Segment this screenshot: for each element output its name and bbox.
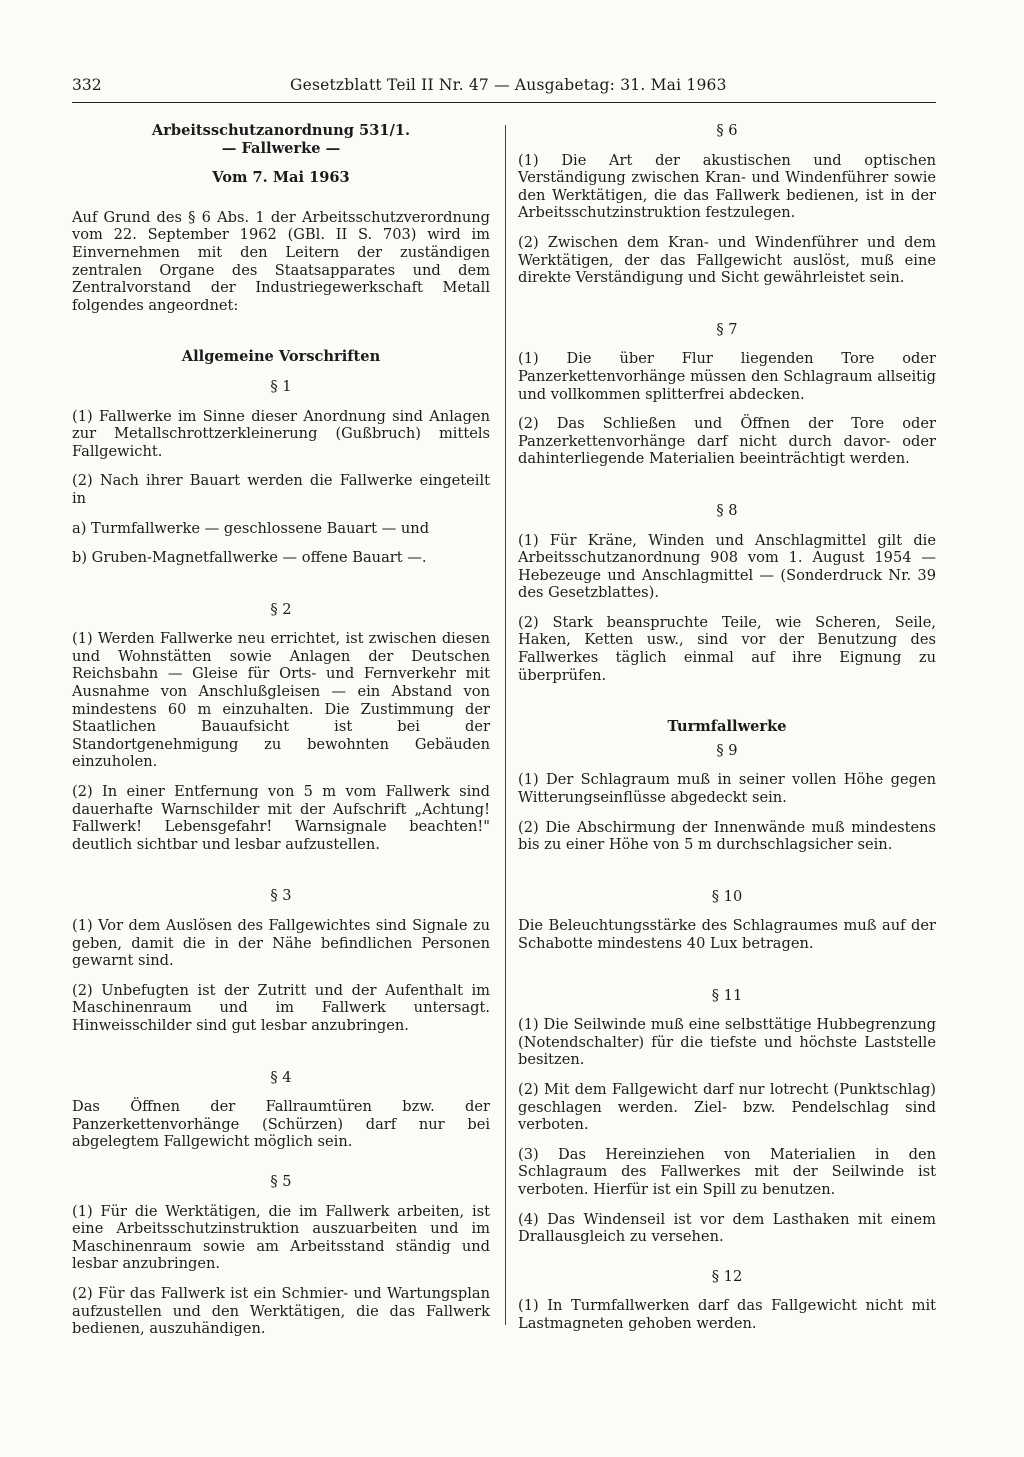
paragraph-3-1: (1) Vor dem Auslösen des Fallgewichtes sind Signale zu geben, damit die in der Nähe befindlichen Personen gewarnt sind. <box>72 917 490 970</box>
paragraph-2-1: (1) Werden Fallwerke neu errichtet, ist zwischen diesen und Wohnstätten sowie Anlagen der Deutschen Reichsbahn — Gleise für Orts- und Fernverkehr mit Ausnahme von Anschlußgleisen — ein Abstand von mindestens 60 m einzuhalten. Die Zustimmung der Staatlichen Bauaufsicht ist bei der Standortgenehmigung zu bewohnten Gebäuden einzuholen. <box>72 630 490 771</box>
paragraph-heading-6: § 6 <box>716 122 738 139</box>
paragraph-9-1: (1) Der Schlagraum muß in seiner vollen Höhe gegen Witterungseinflüsse abgedeckt sein. <box>518 771 936 807</box>
paragraph-2-2: (2) In einer Entfernung von 5 m vom Fallwerk sind dauerhafte Warnschilder mit der Aufschrift „Achtung! Fallwerk! Lebensgefahr! Warnsignale beachten!" deutlich sichtbar und lesbar aufzustellen. <box>72 783 490 853</box>
paragraph-1-item-a: a) Turmfallwerke — geschlossene Bauart — und <box>72 519 430 537</box>
paragraph-heading-4: § 4 <box>270 1068 292 1086</box>
paragraph-1-2: (2) Nach ihrer Bauart werden die Fallwerke eingeteilt in <box>72 472 490 507</box>
paragraph-7-2: (2) Das Schließen und Öffnen der Tore oder Panzerkettenvorhänge darf nicht durch davor- oder dahinterliegende Materialien beeinträchtigt werden. <box>518 415 936 468</box>
paragraph-11-3: (3) Das Hereinziehen von Materialien in den Schlagraum des Fallwerkes mit der Seilwinde ist verboten. Hierfür ist ein Spill zu benutzen. <box>518 1145 936 1198</box>
paragraph-heading-3: § 3 <box>270 887 292 905</box>
paragraph-5-1: (1) Für die Werktätigen, die im Fallwerk arbeiten, ist eine Arbeitsschutzinstruktion auszuarbeiten und im Maschinenraum sowie am Arbeitsstand ständig und lesbar anzubringen. <box>72 1202 490 1273</box>
paragraph-10-1: Die Beleuchtungsstärke des Schlagraumes muß auf der Schabotte mindestens 40 Lux betragen. <box>518 917 936 952</box>
section-heading-general: Allgemeine Vorschriften <box>181 348 381 366</box>
paragraph-heading-7: § 7 <box>716 320 738 338</box>
section-heading-tower: Turmfallwerke <box>667 718 787 736</box>
paragraph-heading-1: § 1 <box>270 377 292 395</box>
page-number: 332 <box>72 76 102 94</box>
paragraph-11-2: (2) Mit dem Fallgewicht darf nur lotrecht (Punktschlag) geschlagen werden. Ziel- bzw. Pendelschlag sind verboten. <box>518 1080 936 1134</box>
paragraph-3-2: (2) Unbefugten ist der Zutritt und der Aufenthalt im Maschinenraum und im Fallwerk untersagt. Hinweisschilder sind gut lesbar anzubringen. <box>72 981 490 1034</box>
paragraph-heading-11: § 11 <box>711 986 743 1004</box>
paragraph-11-4: (4) Das Windenseil ist vor dem Lasthaken mit einem Drallausgleich zu versehen. <box>518 1210 936 1246</box>
paragraph-5-2: (2) Für das Fallwerk ist ein Schmier- und Wartungsplan aufzustellen und den Werktätigen, die das Fallwerk bedienen, auszuhändigen. <box>72 1284 490 1338</box>
paragraph-9-2: (2) Die Abschirmung der Innenwände muß mindestens bis zu einer Höhe von 5 m durchschlagsicher sein. <box>518 818 936 854</box>
paragraph-6-2: (2) Zwischen dem Kran- und Windenführer und dem Werktätigen, der das Fallgewicht auslöst, muß eine direkte Verständigung und Sicht gewährleistet sein. <box>518 233 936 287</box>
paragraph-heading-8: § 8 <box>716 501 738 519</box>
intro-paragraph: Auf Grund des § 6 Abs. 1 der Arbeitsschutzverordnung vom 22. September 1962 (GBl. II S. 703) wird im Einvernehmen mit den Leitern der zuständigen zentralen Organe des Staatsapparates und dem Zentralvorstand der Industriegewerkschaft Metall folgendes angeordnet: <box>72 208 490 314</box>
paragraph-8-2: (2) Stark beanspruchte Teile, wie Scheren, Seile, Haken, Ketten usw., sind vor der Benutzung des Fallwerkes täglich einmal auf ihre Eignung zu überprüfen. <box>518 613 936 684</box>
document-title: Arbeitsschutzanordnung 531/1. <box>151 122 411 139</box>
paragraph-heading-12: § 12 <box>711 1267 743 1285</box>
paragraph-1-item-b: b) Gruben-Magnetfallwerke — offene Bauart —. <box>72 549 427 567</box>
document-date: Vom 7. Mai 1963 <box>212 169 350 187</box>
page-header <box>72 74 936 103</box>
paragraph-1-1: (1) Fallwerke im Sinne dieser Anordnung sind Anlagen zur Metallschrottzerkleinerung (Gußbruch) mittels Fallgewicht. <box>72 407 490 460</box>
document-subtitle: — Fallwerke — <box>221 139 341 157</box>
paragraph-7-1: (1) Die über Flur liegenden Tore oder Panzerkettenvorhänge müssen den Schlagraum allseitig und vollkommen splitterfrei abdecken. <box>518 350 936 403</box>
paragraph-6-1: (1) Die Art der akustischen und optischen Verständigung zwischen Kran- und Windenführer sowie den Werktätigen, die das Fallwerk bedienen, ist in der Arbeitsschutzinstruktion festzulegen. <box>518 151 936 222</box>
column-divider <box>505 125 506 1325</box>
paragraph-8-1: (1) Für Kräne, Winden und Anschlagmittel gilt die Arbeitsschutzanordnung 908 vom 1. August 1954 — Hebezeuge und Anschlagmittel — (Sonderdruck Nr. 39 des Gesetzblattes). <box>518 531 936 602</box>
paragraph-11-1: (1) Die Seilwinde muß eine selbsttätige Hubbegrenzung (Notendschalter) für die tiefste und höchste Laststelle besitzen. <box>518 1016 936 1069</box>
paragraph-heading-10: § 10 <box>711 887 743 905</box>
paragraph-heading-9: § 9 <box>716 741 738 759</box>
paragraph-heading-2: § 2 <box>270 600 292 618</box>
left-column <box>72 122 490 1338</box>
paragraph-12-1: (1) In Turmfallwerken darf das Fallgewicht nicht mit Lastmagneten gehoben werden. <box>518 1297 936 1332</box>
header-title: Gesetzblatt Teil II Nr. 47 — Ausgabetag: 31. Mai 1963 <box>290 76 727 94</box>
right-column <box>518 122 936 1333</box>
paragraph-4-1: Das Öffnen der Fallraumtüren bzw. der Panzerkettenvorhänge (Schürzen) darf nur bei abgelegtem Fallgewicht möglich sein. <box>72 1098 490 1151</box>
paragraph-heading-5: § 5 <box>270 1172 292 1190</box>
